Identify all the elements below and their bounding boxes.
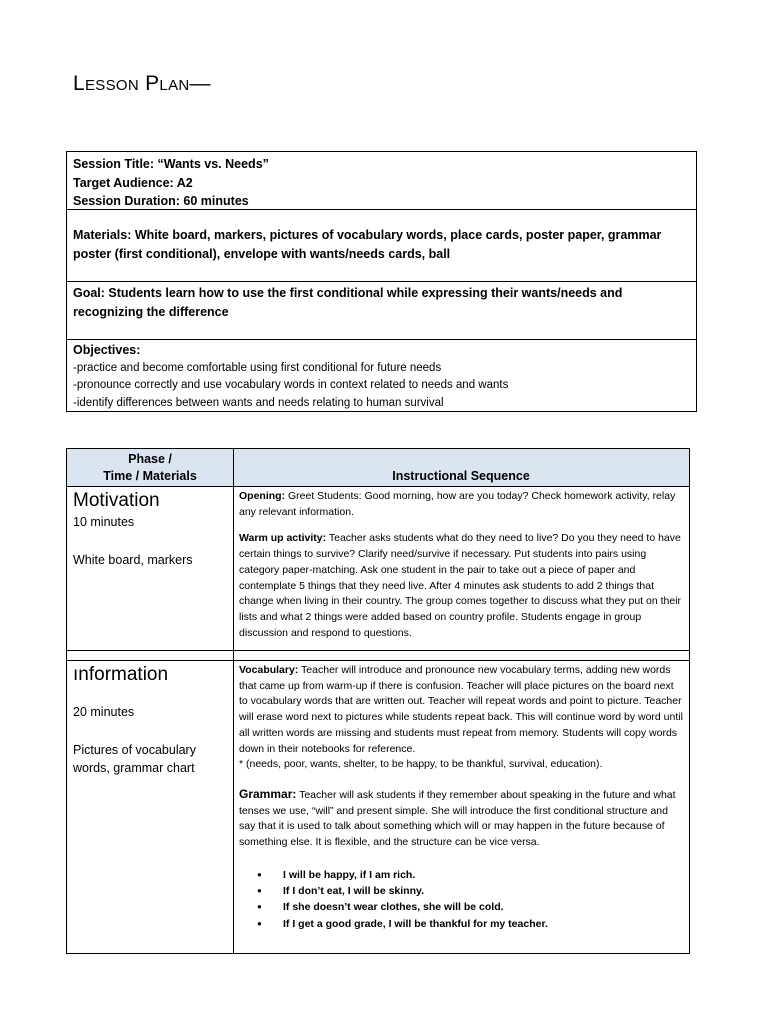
session-details [67,152,696,209]
motivation-sequence-cell [239,489,685,641]
vocabulary-label: Vocabulary: [239,664,299,676]
grammar-example: ● I will be happy, if I am rich. [239,867,685,883]
session-info-table [66,151,697,412]
grammar-examples-list [239,867,685,932]
motivation-materials: White board, markers [73,552,193,567]
materials-text: Materials: White board, markers, pictures of vocabulary words, place cards, poster paper, grammar poster (first conditional), envelope with wants/needs cards, ball [73,228,662,261]
opening-label: Opening: [239,490,286,502]
warmup-text: Teacher asks students what do they need to live? Do you they need to have certain things to survive? Clarify need/survive if necessary. Put students into pairs using category paper-matching. Ask one student in the pair to take out a piece of paper and contemplate 5 things that they need live. After 4 minutes ask students to add 2 things that change when living in their country. The group comes together to discuss what they put on their lists and what 2 things were added based on country profile. Students engage in group discussion and respond to questions. [239,532,682,639]
motivation-phase-name: Motivation [73,490,160,511]
header-phase-line1: Phase / [128,452,172,466]
target-audience: Target Audience: A2 [73,175,193,190]
motivation-phase-cell [73,489,229,569]
row-divider [67,650,689,651]
information-time: 20 minutes [73,705,135,719]
objective-item: -identify differences between wants and needs relating to human survival [73,396,444,409]
session-duration: Session Duration: 60 minutes [73,194,249,208]
table-header [67,449,689,487]
page-title: Lesson Plan— [73,72,211,95]
grammar-example: ● If she doesn’t wear clothes, she will be cold. [239,899,685,915]
opening-paragraph [239,489,685,520]
objective-item: -practice and become comfortable using first conditional for future needs [73,361,442,374]
materials-row [67,209,696,281]
information-materials: Pictures of vocabulary words, grammar chart [73,742,196,775]
column-divider [233,449,234,953]
vocabulary-text: Teacher will introduce and pronounce new vocabulary terms, adding new words that came up from warm-up if there is confusion. Teacher will place pictures on the board next to vocabulary words that are written out. Teacher will repeat words and point to picture. Teacher will erase word next to pictures while students repeat back. This will continue word by word until all written words are missing and students must repeat from memory. Students will copy words down in their notebooks for reference. [239,664,683,755]
grammar-example: ● If I don’t eat, I will be skinny. [239,883,685,899]
vocabulary-list: * (needs, poor, wants, shelter, to be happy, to be thankful, survival, education). [239,758,603,771]
warmup-paragraph [239,531,685,641]
objectives-heading: Objectives: [73,343,141,357]
session-title: Session Title: “Wants vs. Needs” [73,157,269,171]
information-phase-cell [73,663,229,778]
information-sequence-cell [239,663,685,932]
objectives-row [67,339,696,411]
grammar-text: Teacher will ask students if they remember about speaking in the future and what tenses we use, “will” and present simple. She will introduce the first conditional structure and say that it is used to talk about something which will or may happen in the future because of something else. It is flexible, and the structure can be vice versa. [239,788,676,849]
information-phase-name: ınformation [73,664,169,685]
grammar-label: Grammar: [239,786,297,801]
grammar-paragraph [239,787,685,851]
row-divider [67,660,689,661]
motivation-time: 10 minutes [73,515,135,529]
goal-row [67,281,696,339]
opening-text: Greet Students: Good morning, how are you today? Check homework activity, relay any relevant information. [239,490,676,518]
instructional-sequence-table [66,448,690,954]
header-instructional-sequence: Instructional Sequence [392,469,530,483]
goal-text: Goal: Students learn how to use the first conditional while expressing their wants/needs and recognizing the difference [73,286,623,319]
header-phase [67,451,233,485]
vocabulary-paragraph [239,663,685,757]
warmup-label: Warm up activity: [239,532,327,545]
header-phase-line2: Time / Materials [103,469,197,483]
grammar-example: ● If I get a good grade, I will be thankful for my teacher. [239,916,685,932]
objective-item: -pronounce correctly and use vocabulary words in context related to needs and wants [73,379,509,391]
